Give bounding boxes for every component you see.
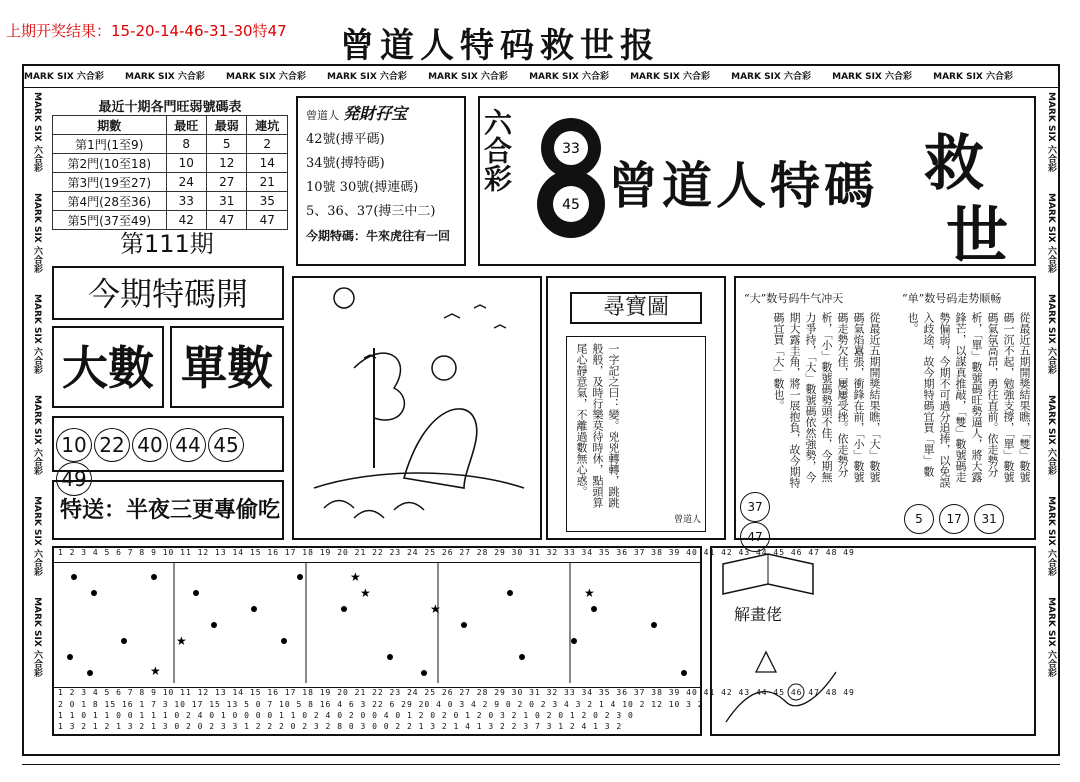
number-ball: 22 [94,428,130,462]
fortune-line: 5、36、37(搏三中二) [306,204,436,219]
strip-label: MARK SIX 六合彩 [1046,597,1056,677]
marksix-strip-top [24,66,1058,88]
table-cell: 33 [166,192,206,211]
strip-label: MARK SIX 六合彩 [1046,294,1056,374]
treasure-title: 尋寶圖 [570,292,702,324]
svg-text:★: ★ [350,570,361,584]
table-row [53,192,288,211]
table-cell: 21 [247,173,288,192]
banner-ball-2: 45 [562,197,580,213]
table-cell: 8 [166,135,206,154]
strip-label: MARK SIX 六合彩 [125,72,205,82]
table-cell: 10 [166,154,206,173]
riddle-title: 解畫佬 [734,605,783,624]
strip-label: MARK SIX 六合彩 [1046,92,1056,172]
history-col-header: 最旺 [166,116,206,135]
banner-lhc: 六合彩 [480,108,513,192]
strip-label: MARK SIX 六合彩 [428,72,508,82]
analysis-left-title: “大”数号码牛气冲天 [744,292,844,305]
analysis-right-text: 從最近五期開獎結果瞧，「雙」數號碼一沉不起，勉強支撐，「單」數號碼氣氛高昂，勇往直前。依走勢分析，「單」數號碼旺勢逼人，將大露鋒芒，以謀真推敲，「雙」數號碼走勢偏弱，今期不可過分追捧，以免誤入歧途，故今期特碼宜買「單」數也。 [906,312,1031,488]
table-cell: 42 [166,211,206,230]
trend-grid-dots [54,563,704,683]
table-cell: 14 [247,154,288,173]
treasure-scroll-text: 一字記之曰：變。兇兇轉轉，跳跳般般，及時行樂莫待時休，點頭算尾心靜意氣，不離過數無心惑。 [575,343,620,508]
treasure-box [546,276,726,540]
fortune-heading-a: 曾道人 [306,109,339,122]
fortune-line: 10號 30號(搏連碼) [306,180,419,195]
history-col-header: 期數 [53,116,167,135]
paper-title: 曾道人特码救世报 [340,26,660,66]
fortune-line: 42號(搏平碼) [306,132,385,147]
number-circle: 5 [904,504,934,534]
marksix-strip-right [1040,92,1058,740]
svg-text:★: ★ [430,602,441,616]
table-cell: 31 [206,192,246,211]
strip-label: MARK SIX 六合彩 [32,496,42,576]
svg-text:★: ★ [176,634,187,648]
history-col-header: 最弱 [206,116,246,135]
number-balls-box [52,416,284,491]
table-cell: 27 [206,173,246,192]
number-circle: 31 [974,504,1004,534]
strip-label: MARK SIX 六合彩 [933,72,1014,82]
bottom-rule [22,764,1060,765]
number-ball: 49 [56,462,92,496]
table-cell: 24 [166,173,206,192]
banner-title: 曾道人特碼 [608,156,878,215]
number-ball: 44 [170,428,206,462]
open-title-box: 今期特碼開 [52,266,284,320]
analysis-right-nums [904,504,1004,534]
fortune-line: 34號(搏特碼) [306,156,385,171]
strip-label: MARK SIX 六合彩 [1046,496,1056,576]
special-send-box: 特送：半夜三更專偷吃 [52,480,284,540]
number-ball: 40 [132,428,168,462]
strip-label: MARK SIX 六合彩 [32,92,42,172]
grid-footer-row: 2 0 1 8 15 16 1 7 3 10 17 15 13 5 0 7 10 5 8 16 4 6 3 22 6 29 20 4 0 3 4 2 9 0 2 0 2 3 4 3 2 1 4 10 2 12 10 3 2 [58,700,704,709]
fortune-box [296,96,466,266]
strip-label: MARK SIX 六合彩 [32,395,42,475]
riddle-box [710,546,1036,736]
banner-box [478,96,1036,272]
history-title: 最近十期各門旺弱號碼表 [98,100,242,115]
treasure-scroll [566,336,706,532]
number-ball: 45 [208,428,244,462]
strip-label: MARK SIX 六合彩 [1046,395,1056,475]
big-number-box: 大數 [52,326,164,408]
history-header-row [53,116,288,135]
table-cell: 第3門(19至27) [53,173,167,192]
number-circle: 37 [740,492,770,522]
table-row [53,135,288,154]
strip-label: MARK SIX 六合彩 [529,72,609,82]
treasure-sign: 曾道人 [673,515,701,525]
fortune-heading [306,102,456,128]
table-cell: 5 [206,135,246,154]
banner-eight-ball [532,112,610,240]
grid-footer-row: 1 3 2 1 2 1 3 2 1 3 0 2 0 2 3 3 1 2 2 2 0 2 3 2 8 0 3 0 0 2 2 1 3 2 1 4 1 3 2 2 3 7 3 1 2 4 1 3 2 [58,722,623,731]
table-cell: 第1門(1至9) [53,135,167,154]
svg-text:★: ★ [150,664,161,678]
table-cell: 第2門(10至18) [53,154,167,173]
number-circle: 17 [939,504,969,534]
table-cell: 12 [206,154,246,173]
strip-label: MARK SIX 六合彩 [32,193,42,273]
riddle-sketch [716,632,846,732]
strip-label: MARK SIX 六合彩 [32,597,42,677]
table-cell: 47 [206,211,246,230]
table-cell: 2 [247,135,288,154]
number-circle: 47 [740,522,770,552]
history-table [52,115,288,230]
table-cell: 第5門(37至49) [53,211,167,230]
svg-text:★: ★ [584,586,595,600]
strip-label: MARK SIX 六合彩 [327,72,407,82]
strip-label: MARK SIX 六合彩 [32,294,42,374]
riddle-book-icon [718,554,818,604]
table-cell: 第4門(28至36) [53,192,167,211]
strip-label: MARK SIX 六合彩 [226,72,306,82]
strip-label: MARK SIX 六合彩 [832,72,912,82]
table-row [53,154,288,173]
last-result-text: 上期开奖结果：15-20-14-46-31-30特47 [6,22,287,40]
marksix-strip-left [26,92,44,740]
history-col-header: 連坑 [247,116,288,135]
strip-label: MARK SIX 六合彩 [1046,193,1056,273]
table-row [53,173,288,192]
single-number-box: 單數 [170,326,284,408]
table-cell: 47 [247,211,288,230]
history-table-box [52,96,288,228]
banner-shi: 世 [946,199,1009,272]
strip-label: MARK SIX 六合彩 [24,72,104,82]
strip-label: MARK SIX 六合彩 [630,72,710,82]
number-ball: 10 [56,428,92,462]
banner-jiu: 救 [924,129,984,199]
analysis-right-title: “单”数号码走势顺畅 [902,292,1002,305]
analysis-box [734,276,1036,544]
svg-text:★: ★ [360,586,371,600]
issue-number: 第111期 [120,230,214,258]
analysis-left-text: 從最近五期開獎結果瞧，「大」數號碼氣焰囂張，衝鋒在前，「小」數號碼走勢欠佳，屢屢受挫。依走勢分析，「小」數號碼勢頭不佳，今期無力爭持，「大」數號碼依然強勢，今期大露圭角，將一展抱負，故今期特碼宜買「大」數也。 [772,312,881,488]
illustration-box [292,276,542,540]
analysis-left-nums [740,492,770,552]
table-cell: 35 [247,192,288,211]
grid-header-row: 1 2 3 4 5 6 7 8 9 10 11 12 13 14 15 16 17 18 19 20 21 22 23 24 25 26 27 28 29 30 31 32 33 34 35 36 37 38 39 40 41 42 43 44 45 46 47 48 49 [54,548,700,563]
grid-header-row: 1 2 3 4 5 6 7 8 9 10 11 12 13 14 15 16 17 18 19 20 21 22 23 24 25 26 27 28 29 30 31 32 33 34 35 36 37 38 39 40 41 42 43 44 45 46 47 48 49 [54,687,700,700]
banner-ball-1: 33 [562,141,580,157]
scholar-illustration [294,278,540,538]
strip-label: MARK SIX 六合彩 [731,72,811,82]
fortune-special: 今期特碼：牛來虎往有一回 [306,229,451,243]
fortune-heading-b: 発財孖宝 [343,104,408,123]
grid-footer-row: 1 1 0 1 1 0 0 1 1 1 0 2 4 0 1 0 0 0 0 1 1 0 2 4 0 2 0 0 4 0 1 2 0 2 0 1 2 0 3 2 1 0 2 0 1 2 0 2 3 0 [58,711,634,720]
